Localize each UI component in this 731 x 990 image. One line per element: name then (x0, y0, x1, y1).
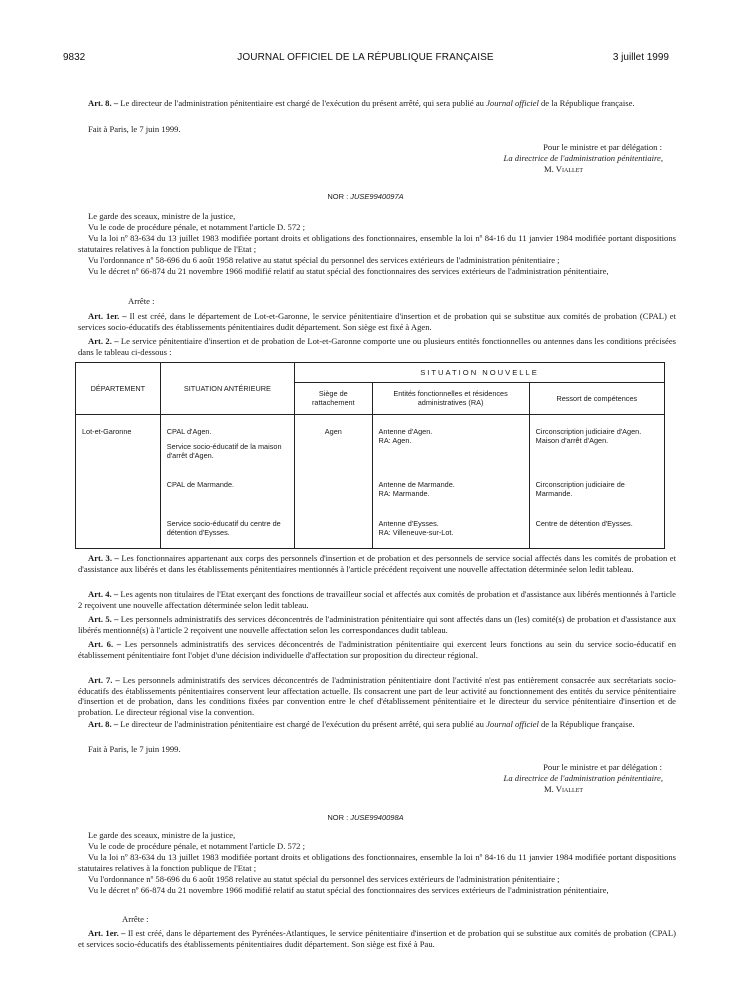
cell-ra: RA: Agen. (378, 435, 412, 445)
article-7: Art. 7. – Les personnels administratifs des services déconcentrés de l'administration pénitentiaire dont l'activité n'est pas entièrement consacrée aux secrétariats socio-éducatifs des établissements pénitentiaires conservent leur affectation actuelle. Ils consacrent une part de leur activité au fonctionnement des entités du service pénitentiaire d'insertion et de probation, dans les conditions fixées par convention entre le chef d'établissement pénitentiaire et le directeur du service pénitentiaire d'insertion et de probation. Le directeur régional vise la convention. (78, 675, 676, 717)
fait-a-paris: Fait à Paris, le 7 juin 1999. (88, 744, 181, 754)
cell-situation: Service socio-éducatif de la maison d'arrêt d'Agen. (166, 441, 282, 460)
cell-entite: Antenne d'Eysses. (378, 519, 439, 529)
visa-line: Vu la loi nº 83-634 du 13 juillet 1983 modifiée portant droits et obligations des fonctionnaires, ensemble la loi nº 84-16 du 11 janvier 1984 modifiée portant dispositions statutaires relatives à la fonction publique de l'Etat ; (78, 233, 676, 254)
arrete-label: Arrête : (128, 296, 155, 306)
article-2: Art. 2. – Le service pénitentiaire d'insertion et de probation de Lot-et-Garonne comporte une ou plusieurs entités fonctionnelles ou antennes dans les conditions précisées dans le tableau ci-dessous : (78, 336, 676, 357)
article-3: Art. 3. – Les fonctionnaires appartenant aux corps des personnels d'insertion et de probation et des personnels de service social affectés dans les comités de probation et d'assistance aux libérés et dans les établissements pénitentiaires mentionnés à l'article précédent reçoivent une nouvelle affectation déterminée selon ledit tableau. (78, 553, 676, 574)
affectation-table (75, 362, 665, 549)
nor-reference: NOR : JUSE9940098A (327, 813, 404, 822)
article-4: Art. 4. – Les agents non titulaires de l'Etat exerçant des fonctions de travailleur social et affectés aux comités de probation et d'assistance aux libérés mentionnés à l'article 2 reçoivent une nouvelle affectation déterminée selon ledit tableau. (78, 589, 676, 610)
col-header-situation-nouvelle: SITUATION NOUVELLE (295, 363, 665, 383)
col-header-departement: DÉPARTEMENT (76, 363, 161, 415)
page-header (0, 48, 731, 68)
cell-ra: RA: Villeneuve-sur-Lot. (378, 528, 454, 538)
nor-reference: NOR : JUSE9940097A (327, 192, 404, 201)
cell-departement: Lot-et-Garonne (82, 426, 132, 436)
preamble-line: Le garde des sceaux, ministre de la justice, (88, 211, 236, 221)
visa-line: Vu l'ordonnance nº 58-696 du 6 août 1958 relative au statut spécial du personnel des services extérieurs de l'administration pénitentiaire ; (88, 255, 560, 265)
page-number: 9832 (63, 52, 86, 63)
cell-situation: CPAL d'Agen. (166, 426, 212, 436)
col-header-ressort: Ressort de compétences (529, 382, 664, 414)
visa-line: Vu le code de procédure pénale, et notamment l'article D. 572 ; (88, 222, 305, 232)
table-row (76, 414, 665, 475)
visa-line: Vu l'ordonnance nº 58-696 du 6 août 1958 relative au statut spécial du personnel des services extérieurs de l'administration pénitentiaire ; (88, 874, 560, 884)
signature-block: Pour le ministre et par délégation : La directrice de l'administration pénitentiaire, M. Viallet (503, 762, 663, 794)
col-header-situation-anterieure: SITUATION ANTÉRIEURE (160, 363, 294, 415)
article-label: Art. 8. – (88, 98, 119, 108)
article-6: Art. 6. – Les personnels administratifs des services déconcentrés de l'administration pénitentiaire qui exercent leurs fonctions au sein du service socio-éducatif en établissement pénitentiaire font l'objet d'une décision individuelle d'affectation sur proposition du directeur régional. (78, 639, 676, 660)
cell-situation: Service socio-éducatif du centre de détention d'Eysses. (166, 519, 281, 538)
journal-title: JOURNAL OFFICIEL DE LA RÉPUBLIQUE FRANÇAISE (237, 52, 494, 63)
visa-line: Vu le décret nº 66-874 du 21 novembre 1966 modifié relatif au statut spécial des fonctionnaires des services extérieurs de l'administration pénitentiaire, (88, 885, 609, 895)
col-header-siege: Siège de rattachement (295, 382, 373, 414)
cell-ra: RA: Marmande. (378, 488, 430, 498)
cell-entite: Antenne d'Agen. (378, 426, 433, 436)
cell-entite: Antenne de Marmande. (378, 479, 455, 489)
article-1: Art. 1er. – Il est créé, dans le département de Lot-et-Garonne, le service pénitentiaire d'insertion et de probation qui se substitue aux comités de probation (CPAL) et services socio-éducatifs des établissements pénitentiaires dudit département. Son siège est fixé à Agen. (78, 311, 677, 332)
cell-ressort: Circonscription judiciaire de Marmande. (535, 479, 625, 498)
preamble-line: Le garde des sceaux, ministre de la justice, (88, 830, 236, 840)
arrete-label: Arrête : (122, 914, 149, 924)
article-8-top: Art. 8. – Le directeur de l'administration pénitentiaire est chargé de l'exécution du présent arrêté, qui sera publié au Journal officiel de la République française. (88, 98, 635, 108)
cell-ressort: Centre de détention d'Eysses. (535, 519, 633, 529)
article-5: Art. 5. – Les personnels administratifs des services déconcentrés de l'administration pénitentiaire qui sont affectés dans un (les) comité(s) de probation et d'assistance aux libérés mentionné(s) à l'article 2 reçoivent une nouvelle affectation selon les correspondances dudit tableau. (78, 614, 676, 635)
visa-line: Vu le code de procédure pénale, et notamment l'article D. 572 ; (88, 841, 305, 851)
article-8: Art. 8. – Le directeur de l'administration pénitentiaire est chargé de l'exécution du présent arrêté, qui sera publié au Journal officiel de la République française. (88, 719, 635, 729)
fait-a-paris: Fait à Paris, le 7 juin 1999. (88, 124, 181, 134)
cell-siege: Agen (324, 426, 342, 436)
article-1: Art. 1er. – Il est créé, dans le département des Pyrénées-Atlantiques, le service pénitentiaire d'insertion et de probation qui se substitue aux comités de probation (CPAL) et services socio-éducatifs des établissements pénitentiaires dudit département. Son siège est fixé à Pau. (78, 928, 676, 949)
signature-block: Pour le ministre et par délégation : La directrice de l'administration pénitentiaire, M. Viallet (503, 142, 663, 174)
cell-ressort: Circonscription judiciaire d'Agen. Maison d'arrêt d'Agen. (535, 426, 642, 445)
visa-line: Vu la loi nº 83-634 du 13 juillet 1983 modifiée portant droits et obligations des fonctionnaires, ensemble la loi nº 84-16 du 11 janvier 1984 modifiée portant dispositions statutaires relatives à la fonction publique de l'Etat ; (78, 852, 676, 873)
issue-date: 3 juillet 1999 (612, 52, 669, 63)
col-header-entites: Entités fonctionnelles et résidences administratives (RA) (372, 382, 529, 414)
visa-line: Vu le décret nº 66-874 du 21 novembre 1966 modifié relatif au statut spécial des fonctionnaires des services extérieurs de l'administration pénitentiaire, (88, 266, 609, 276)
cell-situation: CPAL de Marmande. (166, 479, 235, 489)
